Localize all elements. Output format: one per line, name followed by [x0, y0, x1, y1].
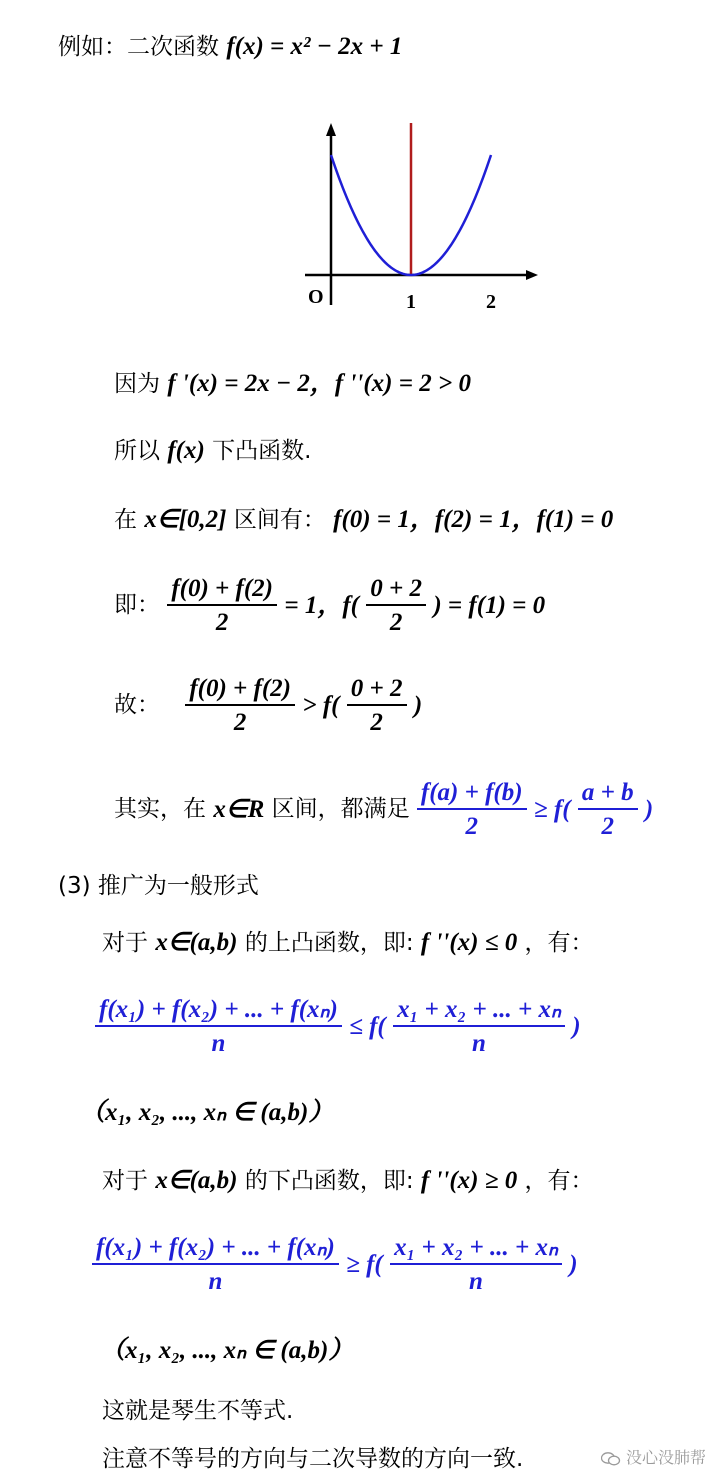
derivative-line [114, 371, 471, 396]
therefore-fraction-numerator: f(0) + f(2) [189, 675, 292, 702]
x-tick-label-2: 2 [486, 291, 496, 313]
therefore-end: ) [413, 692, 423, 719]
ie-prefix: 即： [114, 592, 160, 618]
upper-fraction-2-denominator: n [472, 1030, 486, 1057]
interval-prefix: 在 [114, 507, 137, 533]
so-formula: f(x) [167, 437, 205, 464]
therefore-line [114, 676, 422, 735]
upper-fraction-numerator: f(x₁) + f(x₂) + ... + f(xₙ) [99, 996, 338, 1023]
upper-convex-line [102, 930, 594, 955]
upper-fraction-denominator: n [211, 1030, 226, 1057]
lower-suffix: ，有： [524, 1168, 594, 1194]
example-prefix: 例如：二次函数 [58, 34, 219, 60]
upper-suffix: ，有： [524, 930, 594, 956]
fact-line [114, 780, 653, 839]
section-heading: (3) 推广为一般形式 [58, 873, 259, 899]
therefore-fraction-2-denominator: 2 [370, 709, 383, 736]
lower-relation: ≥ f( [346, 1251, 383, 1278]
ie-fraction [167, 576, 277, 635]
ie-fraction-2-denominator: 2 [389, 609, 403, 636]
ie-fraction-numerator: f(0) + f(2) [171, 575, 274, 602]
ie-mid: = 1，f( [284, 592, 359, 619]
jensen-lower-inequality [92, 1235, 578, 1294]
therefore-mid: > f( [302, 692, 340, 719]
upper-end: ) [572, 1013, 581, 1040]
fact-fraction-numerator: f(a) + f(b) [420, 779, 523, 806]
fact-relation: ≥ f( [533, 796, 571, 823]
so-prefix: 所以 [114, 438, 160, 464]
so-suffix: 下凸函数. [212, 438, 312, 464]
upper-fraction-2 [393, 997, 565, 1056]
therefore-fraction-2 [347, 676, 407, 735]
lower-fraction-2-numerator: x₁ + x₂ + ... + xₙ [394, 1234, 558, 1261]
fact-end: ) [644, 796, 654, 823]
upper-relation: ≤ f( [349, 1013, 386, 1040]
therefore-fraction-denominator: 2 [233, 709, 247, 736]
x-tick-label-1: 1 [406, 291, 416, 313]
ie-end: ) = f(1) = 0 [433, 592, 546, 619]
upper-condition: f ''(x) ≤ 0 [420, 929, 518, 956]
upper-formula: x∈(a,b) [155, 929, 238, 956]
upper-fraction [95, 997, 342, 1056]
parabola-graph [300, 115, 550, 315]
lower-fraction-numerator: f(x₁) + f(x₂) + ... + f(xₙ) [96, 1234, 335, 1261]
fact-fraction-2-numerator: a + b [581, 779, 634, 806]
lower-fraction-2 [390, 1235, 562, 1294]
upper-prefix: 对于 [102, 930, 148, 956]
lower-fraction-2-denominator: n [469, 1268, 483, 1295]
domain-line-1: （x₁, x₂, ..., xₙ ∈ (a,b)） [80, 1099, 334, 1126]
lower-end: ) [569, 1251, 578, 1278]
note-line: 注意不等号的方向与二次导数的方向一致. [102, 1446, 524, 1472]
interval-mid: 区间有： [233, 507, 326, 533]
lower-mid: 的下凸函数，即: [244, 1168, 414, 1194]
therefore-fraction-2-numerator: 0 + 2 [350, 675, 403, 702]
lower-formula: x∈(a,b) [155, 1167, 238, 1194]
example-line [58, 34, 402, 59]
derivative-formula: f '(x) = 2x − 2，f ''(x) = 2 > 0 [167, 370, 471, 397]
because-prefix: 因为 [114, 371, 160, 397]
lower-prefix: 对于 [102, 1168, 148, 1194]
convex-statement [114, 438, 311, 463]
upper-mid: 的上凸函数，即: [244, 930, 414, 956]
fact-prefix: 其实，在 [114, 796, 206, 822]
upper-fraction-2-numerator: x₁ + x₂ + ... + xₙ [397, 996, 561, 1023]
interval-values: f(0) = 1，f(2) = 1，f(1) = 0 [333, 506, 614, 533]
origin-label: O [308, 286, 324, 308]
ie-fraction-denominator: 2 [215, 609, 229, 636]
lower-fraction-denominator: n [208, 1268, 223, 1295]
conclusion-line: 这就是琴生不等式. [102, 1398, 294, 1424]
jensen-upper-inequality [95, 997, 581, 1056]
lower-convex-line [102, 1168, 594, 1193]
example-formula: f(x) = x² − 2x + 1 [226, 33, 403, 60]
ie-line [114, 576, 545, 635]
fact-formula: x∈R [213, 796, 265, 823]
ie-fraction-2 [366, 576, 426, 635]
interval-line [114, 507, 613, 532]
watermark-text: 没心没肺帮 [625, 1448, 706, 1467]
fact-fraction-denominator: 2 [465, 813, 478, 840]
wechat-icon [601, 1452, 621, 1466]
domain-line-2: （x₁, x₂, ..., xₙ ∈ (a,b)） [100, 1337, 354, 1364]
lower-condition: f ''(x) ≥ 0 [420, 1167, 518, 1194]
lower-fraction [92, 1235, 339, 1294]
fact-fraction-2-denominator: 2 [601, 813, 614, 840]
fact-fraction-2 [578, 780, 638, 839]
x-axis-arrow [526, 270, 538, 280]
interval-formula: x∈[0,2] [144, 506, 227, 533]
fact-mid: 区间，都满足 [271, 796, 410, 822]
y-axis-arrow [326, 123, 336, 136]
ie-fraction-2-numerator: 0 + 2 [370, 575, 423, 602]
watermark [601, 1445, 706, 1468]
therefore-prefix: 故： [114, 692, 160, 718]
therefore-fraction [185, 676, 295, 735]
fact-fraction [417, 780, 527, 839]
